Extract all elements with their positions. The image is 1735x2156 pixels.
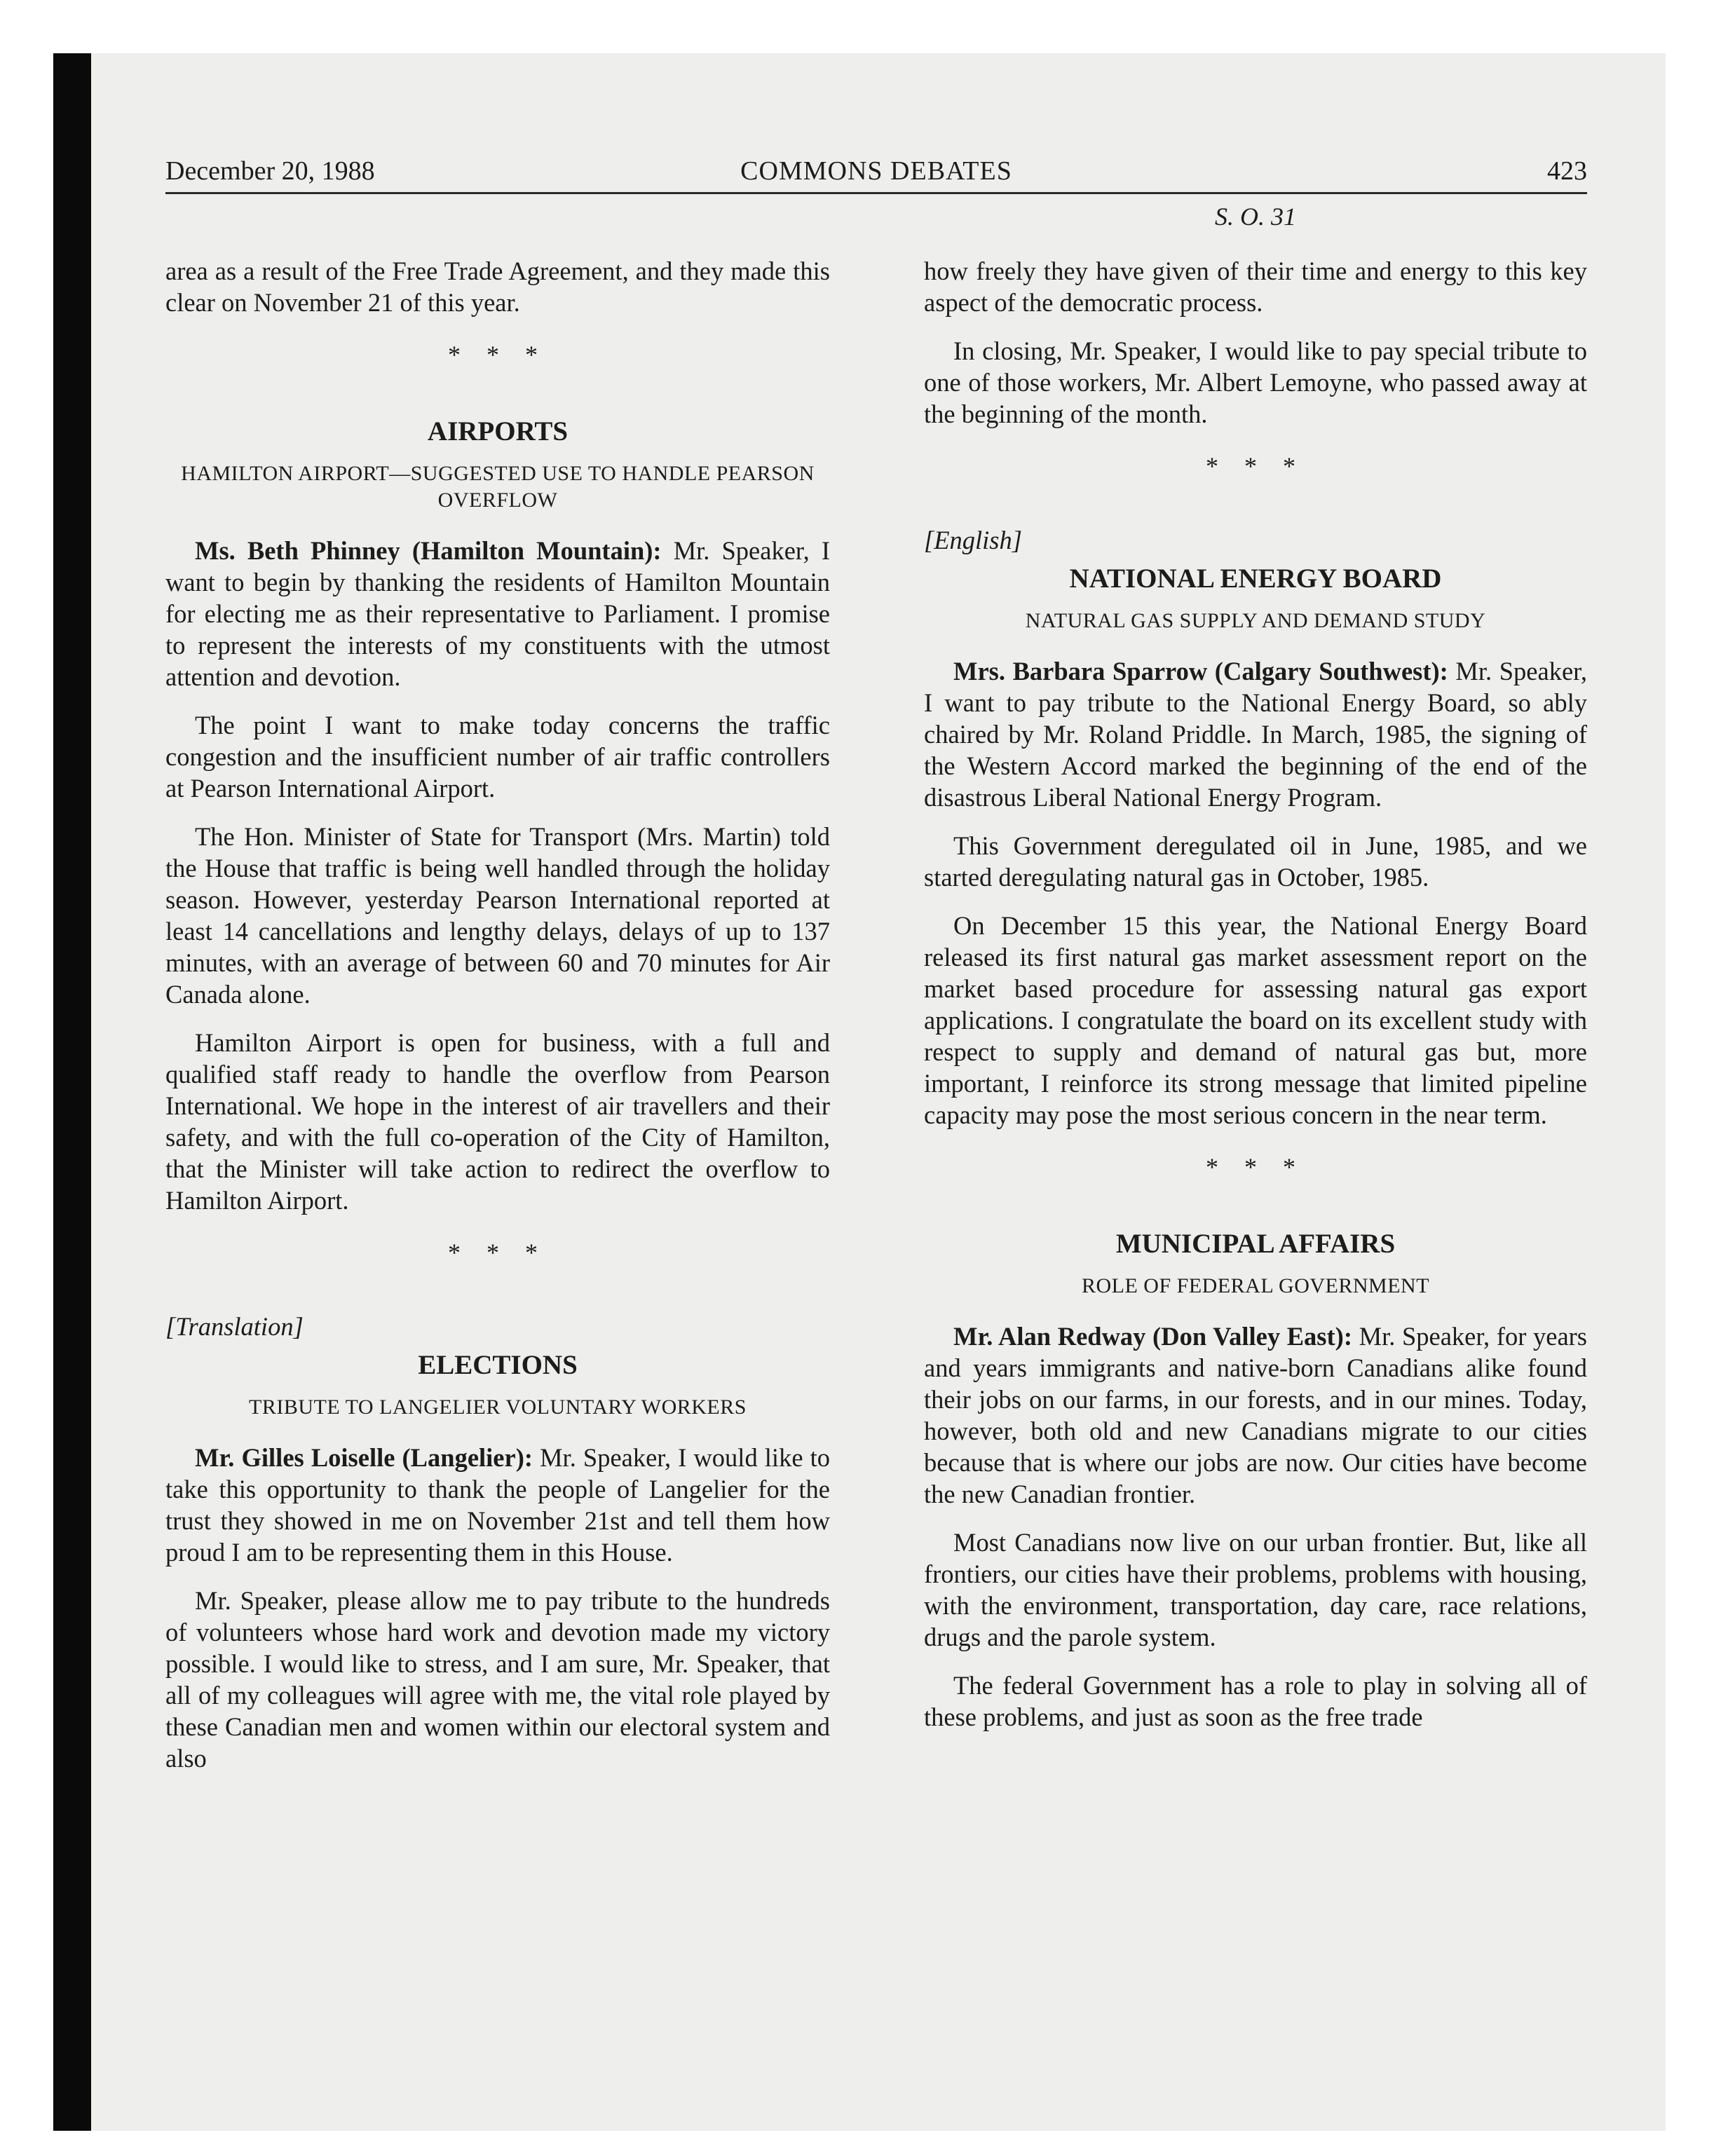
section-title: AIRPORTS [427,416,569,446]
standing-order-label: S. O. 31 [1215,203,1296,231]
language-marker: [Translation] [165,1312,304,1341]
paragraph: Most Canadians now live on our urban frontier. But, like all frontiers, our cities have their problems, problems with housing, with the environment, transportation, day care, race relations, drugs and the parole system. [924,1528,1587,1651]
paragraph: On December 15 this year, the National Energy Board released its first natural gas market assessment report on the market based procedure for assessing natural gas export applications. I congratulate the board on its excellent study with respect to supply and demand of natural gas but, more important, I reinforce its strong message that limited pipeline capacity may pose the most serious concern in the near term. [924,911,1587,1129]
section-separator: * * * [448,1239,547,1267]
paragraph [165,535,830,692]
binding-edge [53,53,91,2131]
section-separator: * * * [1206,1153,1305,1181]
header-title: COMMONS DEBATES [740,156,1012,186]
paragraph: Mr. Speaker, please allow me to pay tribute to the hundreds of volunteers whose hard work and devotion made my victory possible. I would like to stress, and I am sure, Mr. Speaker, that all of my colleagues will agree with me, the vital role played by these Canadian men and women within our electoral system and also [165,1586,830,1773]
paragraph-text: Mr. Speaker, for years and years immigrants and native-born Canadians alike found their jobs on our farms, in our forests, and in our mines. Today, however, both old and new Canadians migrate to our cities because that is where our jobs are now. Our cities have become the new Canadian frontier. [924,1322,1588,1508]
speaker-name: Mrs. Barbara Sparrow (Calgary Southwest): [953,657,1448,685]
page-number: 423 [1547,156,1587,186]
paragraph [924,1321,1587,1510]
speaker-name: Mr. Alan Redway (Don Valley East): [953,1322,1352,1351]
right-column [924,255,1587,1749]
paragraph: In closing, Mr. Speaker, I would like to pay special tribute to one of those workers, Mr. Albert Lemoyne, who passed away at the beginning of the month. [924,336,1587,428]
section-subtitle: NATURAL GAS SUPPLY AND DEMAND STUDY [1025,609,1486,632]
header-rule [165,192,1587,194]
section-national-energy-board [924,560,1587,1131]
document-page [165,151,1587,2044]
section-elections [165,1346,830,1774]
language-marker: [English] [924,526,1022,554]
paragraph-text: Mr. Speaker, I want to begin by thanking the residents of Hamilton Mountain for electing me as their representative to Parliament. I promise to represent the interests of my constituents with the utmost attention and devotion. [165,536,830,691]
paragraph: The federal Government has a role to play in solving all of these problems, and just as soon as the free trade [924,1671,1587,1731]
section-municipal-affairs [924,1225,1587,1733]
section-subtitle: HAMILTON AIRPORT—SUGGESTED USE TO HANDLE PEARSON OVERFLOW [181,462,815,512]
left-column [165,255,830,1791]
section-subtitle: TRIBUTE TO LANGELIER VOLUNTARY WORKERS [249,1396,747,1419]
section-title: NATIONAL ENERGY BOARD [1069,564,1442,594]
paragraph [165,1442,830,1568]
continued-paragraph: how freely they have given of their time and energy to this key aspect of the democratic process. [924,257,1587,317]
section-title: ELECTIONS [418,1350,578,1380]
continued-paragraph: area as a result of the Free Trade Agreement, and they made this clear on November 21 of this year. [165,257,830,317]
paragraph-text: Mr. Speaker, I want to pay tribute to the National Energy Board, so ably chaired by Mr. Roland Priddle. In March, 1985, the signing of the Western Accord marked the beginning of the end of the disastrous Liberal National Energy Program. [924,657,1587,812]
paragraph: The point I want to make today concerns the traffic congestion and the insufficient number of air traffic controllers at Pearson International Airport. [165,711,830,803]
speaker-name: Mr. Gilles Loiselle (Langelier): [195,1443,533,1472]
section-subtitle: ROLE OF FEDERAL GOVERNMENT [1081,1274,1430,1297]
paragraph [924,655,1587,813]
paragraph-text: Mr. Speaker, I would like to take this opportunity to thank the people of Langelier for the trust they showed in me on November 21st and tell them how proud I am to be representing them in this House. [165,1443,830,1567]
section-separator: * * * [448,341,547,369]
running-header [165,151,1587,191]
header-date: December 20, 1988 [165,156,375,186]
section-title: MUNICIPAL AFFAIRS [1115,1229,1396,1259]
speaker-name: Ms. Beth Phinney (Hamilton Mountain): [195,536,662,565]
section-separator: * * * [1206,452,1305,480]
paragraph: Hamilton Airport is open for business, with a full and qualified staff ready to handle the overflow from Pearson International. We hope in the interest of air travellers and their safety, and with the full co-operation of the City of Hamilton, that the Minister will take action to redirect the overflow to Hamilton Airport. [165,1028,830,1215]
section-airports [165,413,830,1216]
paragraph: The Hon. Minister of State for Transport (Mrs. Martin) told the House that traffic is being well handled through the holiday season. However, yesterday Pearson International reported at least 14 cancellations and lengthy delays, delays of up to 137 minutes, with an average of between 60 and 70 minutes for Air Canada alone. [165,822,830,1009]
paragraph: This Government deregulated oil in June, 1985, and we started deregulating natural gas in October, 1985. [924,831,1587,892]
